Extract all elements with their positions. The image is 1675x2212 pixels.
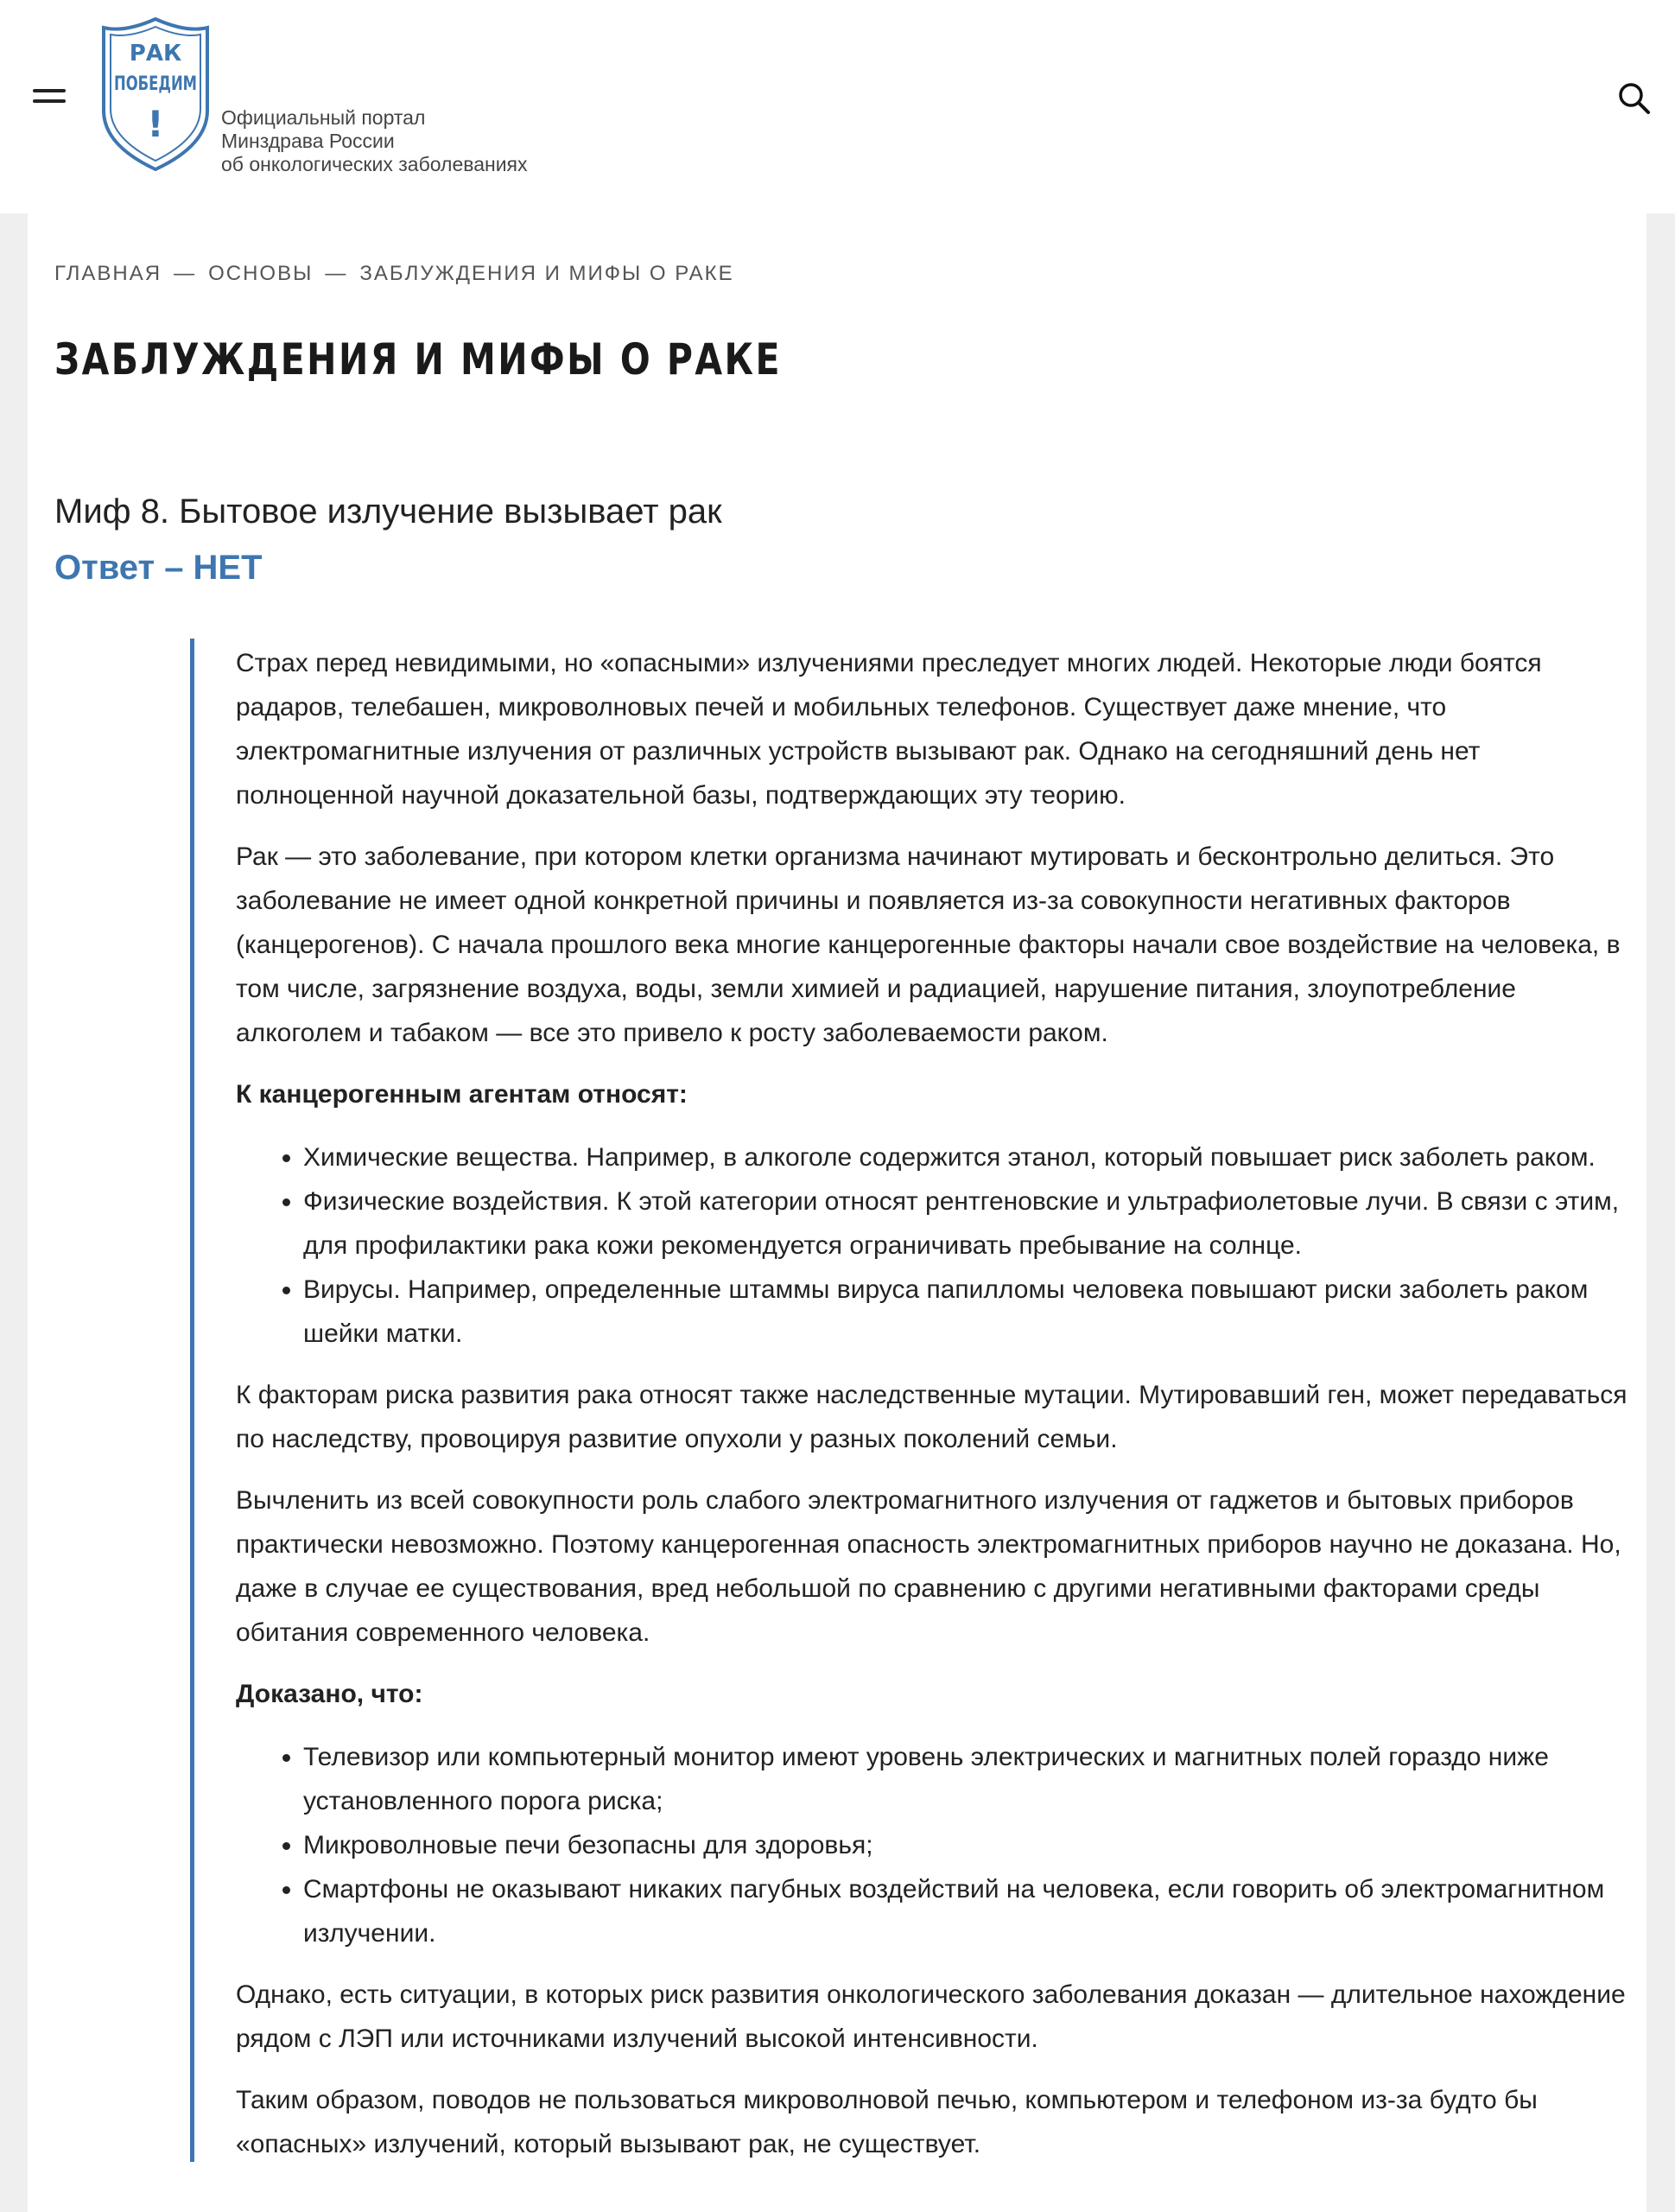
myth-answer: Ответ – НЕТ	[54, 549, 263, 587]
list-item: • Физические воздействия. К этой категории относят рентгеновские и ультрафиолетовые лучи. В связи с этим, для профилактики рака кожи рекомендуется ограничивать пребывание на солнце.	[303, 1179, 1629, 1268]
carcinogens-list	[236, 1135, 1629, 1356]
list-item: • Вирусы. Например, определенные штаммы вируса папилломы человека повышают риски заболеть раком шейки матки.	[303, 1268, 1629, 1356]
breadcrumb-home[interactable]: ГЛАВНАЯ	[54, 262, 162, 285]
proven-heading: Доказано, что:	[236, 1680, 423, 1708]
hamburger-menu-icon[interactable]	[33, 86, 66, 109]
myth-explanation-blockquote	[190, 639, 1629, 2162]
breadcrumb	[54, 262, 734, 286]
paragraph: Однако, есть ситуации, в которых риск развития онкологического заболевания доказан — длительное нахождение рядом с ЛЭП или источниками излучений высокой интенсивности.	[236, 1980, 1626, 2053]
breadcrumb-separator: —	[325, 262, 348, 285]
search-icon[interactable]	[1615, 79, 1653, 118]
list-item: • Смартфоны не оказывают никаких пагубных воздействий на человека, если говорить об электромагнитном излучении.	[303, 1867, 1629, 1955]
tagline-line: Минздрава России	[221, 130, 395, 152]
carcinogens-heading: К канцерогенным агентам относят:	[236, 1080, 688, 1109]
logo-line-1: РАК	[129, 41, 182, 67]
breadcrumb-basics[interactable]: ОСНОВЫ	[208, 262, 314, 285]
breadcrumb-current: ЗАБЛУЖДЕНИЯ И МИФЫ О РАКЕ	[359, 262, 734, 285]
logo-exclamation: !	[147, 103, 164, 145]
breadcrumb-separator: —	[174, 262, 197, 285]
tagline-line: Официальный портал	[221, 106, 426, 129]
paragraph: Таким образом, поводов не пользоваться микроволновой печью, компьютером и телефоном из-за будто бы «опасных» излучений, который вызывают рак, не существует.	[236, 2086, 1538, 2158]
paragraph: Рак — это заболевание, при котором клетки организма начинают мутировать и бесконтрольно делиться. Это заболевание не имеет одной конкретной причины и появляется из-за совокупности негативных факторов (канцерогенов). С начала прошлого века многие канцерогенные факторы начали свое воздействие на человека, в том числе, загрязнение воздуха, воды, земли химией и радиацией, нарушение питания, злоупотребление алкоголем и табаком — все это привело к росту заболеваемости раком.	[236, 842, 1621, 1047]
list-item: • Химические вещества. Например, в алкоголе содержится этанол, который повышает риск заболеть раком.	[303, 1135, 1629, 1179]
site-header	[0, 0, 1675, 213]
tagline-line: об онкологических заболеваниях	[221, 153, 528, 175]
paragraph: Вычленить из всей совокупности роль слабого электромагнитного излучения от гаджетов и бытовых приборов практически невозможно. Поэтому канцерогенная опасность электромагнитных приборов научно не доказана. Но, даже в случае ее существования, вред небольшой по сравнению с другими негативными факторами среды обитания современного человека.	[236, 1486, 1621, 1647]
proven-list	[236, 1735, 1629, 1955]
list-item: • Микроволновые печи безопасны для здоровья;	[303, 1823, 1629, 1867]
article-container	[28, 213, 1646, 2212]
myth-title: Миф 8. Бытовое излучение вызывает рак	[54, 493, 722, 531]
paragraph: К факторам риска развития рака относят также наследственные мутации. Мутировавший ген, может передаваться по наследству, провоцируя развитие опухоли у разных поколений семьи.	[236, 1381, 1627, 1453]
page-title: ЗАБЛУЖДЕНИЯ И МИФЫ О РАКЕ	[54, 334, 783, 385]
paragraph: Страх перед невидимыми, но «опасными» излучениями преследует многих людей. Некоторые люди боятся радаров, телебашен, микроволновых печей и мобильных телефонов. Существует даже мнение, что электромагнитные излучения от различных устройств вызывают рак. Однако на сегодняшний день нет полноценной научной доказательной базы, подтверждающих эту теорию.	[236, 649, 1542, 810]
portal-tagline	[221, 106, 528, 176]
logo-shield-icon	[95, 16, 216, 173]
site-logo[interactable]	[95, 16, 216, 173]
logo-line-2: ПОБЕДИМ	[114, 73, 197, 95]
list-item: • Телевизор или компьютерный монитор имеют уровень электрических и магнитных полей гораздо ниже установленного порога риска;	[303, 1735, 1629, 1823]
